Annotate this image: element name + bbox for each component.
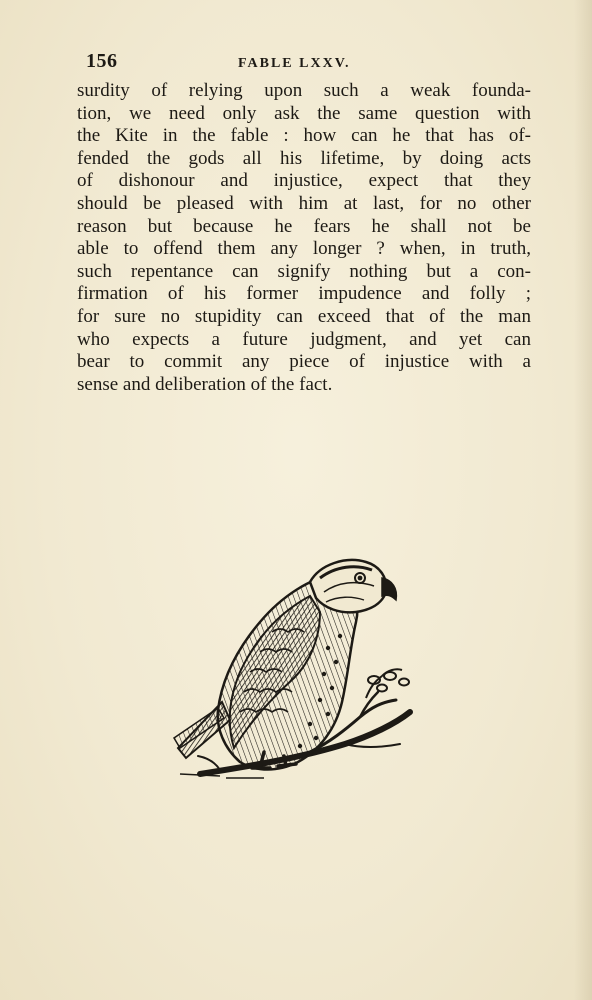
page-edge-shadow [574, 0, 592, 1000]
kite-bird-woodcut-icon [160, 552, 420, 784]
text-line: firmation of his former impudence and folly ; [77, 283, 531, 305]
text-line: the Kite in the fable : how can he that has of- [77, 125, 531, 147]
text-line: such repentance can signify nothing but a con- [77, 260, 531, 282]
text-line: fended the gods all his lifetime, by doing acts [77, 147, 531, 169]
text-line: of dishonour and injustice, expect that they [77, 170, 531, 192]
text-line: for sure no stupidity can exceed that of the man [77, 305, 531, 327]
running-head: FABLE LXXV. [238, 56, 351, 71]
sprig-shape [366, 669, 409, 698]
text-line: surdity of relying upon such a weak founda- [77, 80, 531, 101]
text-line: reason but because he fears he shall not be [77, 215, 531, 237]
text-line: sense and deliberation of the fact. [77, 373, 333, 395]
text-line: who expects a future judgment, and yet can [77, 328, 531, 350]
page-number: 156 [86, 50, 118, 72]
text-line: should be pleased with him at last, for no other [77, 192, 531, 214]
text-line: tion, we need only ask the same question with [77, 102, 531, 124]
body-text [77, 80, 531, 396]
text-line: bear to commit any piece of injustice with a [77, 351, 531, 373]
text-line: able to offend them any longer ? when, in truth, [77, 238, 531, 260]
